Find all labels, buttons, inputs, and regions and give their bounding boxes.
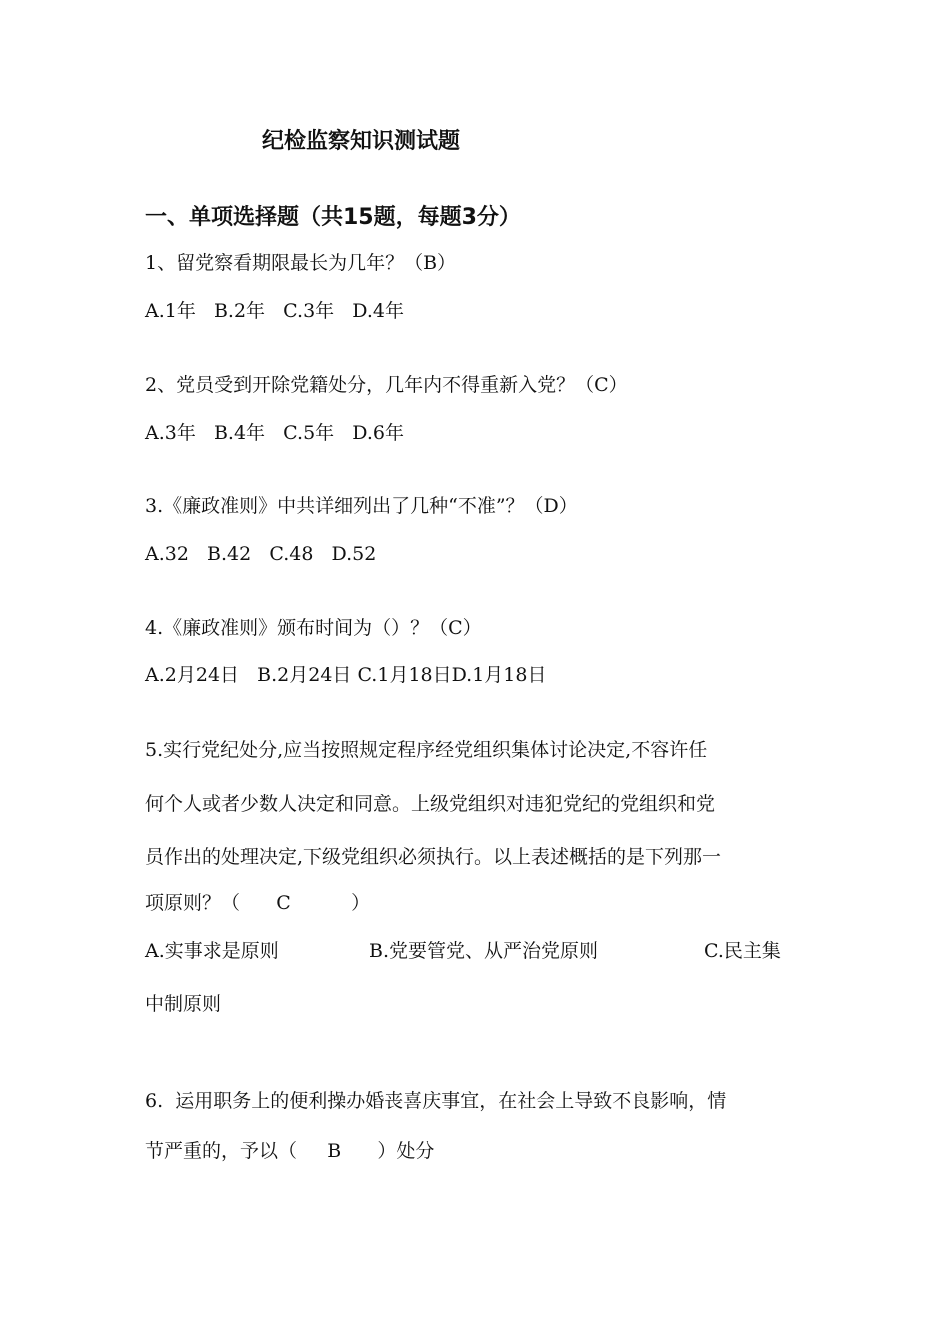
question-5-option-c-continued: 中制原则: [145, 993, 222, 1015]
question-1-stem: 1、留党察看期限最长为几年？（B）: [145, 252, 457, 274]
question-4-options: A.2月24日 B.2月24日 C.1月18日D.1月18日: [145, 664, 547, 686]
document-title: 纪检监察知识测试题: [262, 129, 461, 154]
question-4-stem: 4.《廉政准则》颁布时间为（）？（C）: [145, 617, 482, 639]
question-2-options: A.3年 B.4年 C.5年 D.6年: [145, 422, 404, 444]
question-5-option-c: C.民主集: [704, 940, 781, 962]
question-3-options: A.32 B.42 C.48 D.52: [145, 543, 377, 565]
question-5-option-b: B.党要管党、从严治党原则: [369, 940, 599, 962]
section-heading: 一、单项选择题（共15题，每题3分）: [145, 205, 521, 230]
question-3-stem: 3.《廉政准则》中共详细列出了几种“不准”？（D）: [145, 495, 578, 517]
question-5-stem-line: 何个人或者少数人决定和同意。上级党组织对违犯党纪的党组织和党: [145, 793, 716, 815]
question-1-options: A.1年 B.2年 C.3年 D.4年: [145, 300, 404, 322]
question-5-option-a: A.实事求是原则: [145, 940, 279, 962]
question-5-stem-line: 项原则？（ C ）: [145, 892, 371, 914]
question-2-stem: 2、党员受到开除党籍处分，几年内不得重新入党？（C）: [145, 374, 628, 396]
question-5-stem-line: 员作出的处理决定,下级党组织必须执行。以上表述概括的是下列那一: [145, 846, 722, 868]
question-6-stem-line: 节严重的，予以（ B ）处分: [145, 1140, 435, 1162]
question-5-stem-line: 5.实行党纪处分,应当按照规定程序经党组织集体讨论决定,不容许任: [145, 739, 708, 761]
question-6-stem-line: 6. 运用职务上的便利操办婚丧喜庆事宜，在社会上导致不良影响，情: [145, 1090, 727, 1112]
